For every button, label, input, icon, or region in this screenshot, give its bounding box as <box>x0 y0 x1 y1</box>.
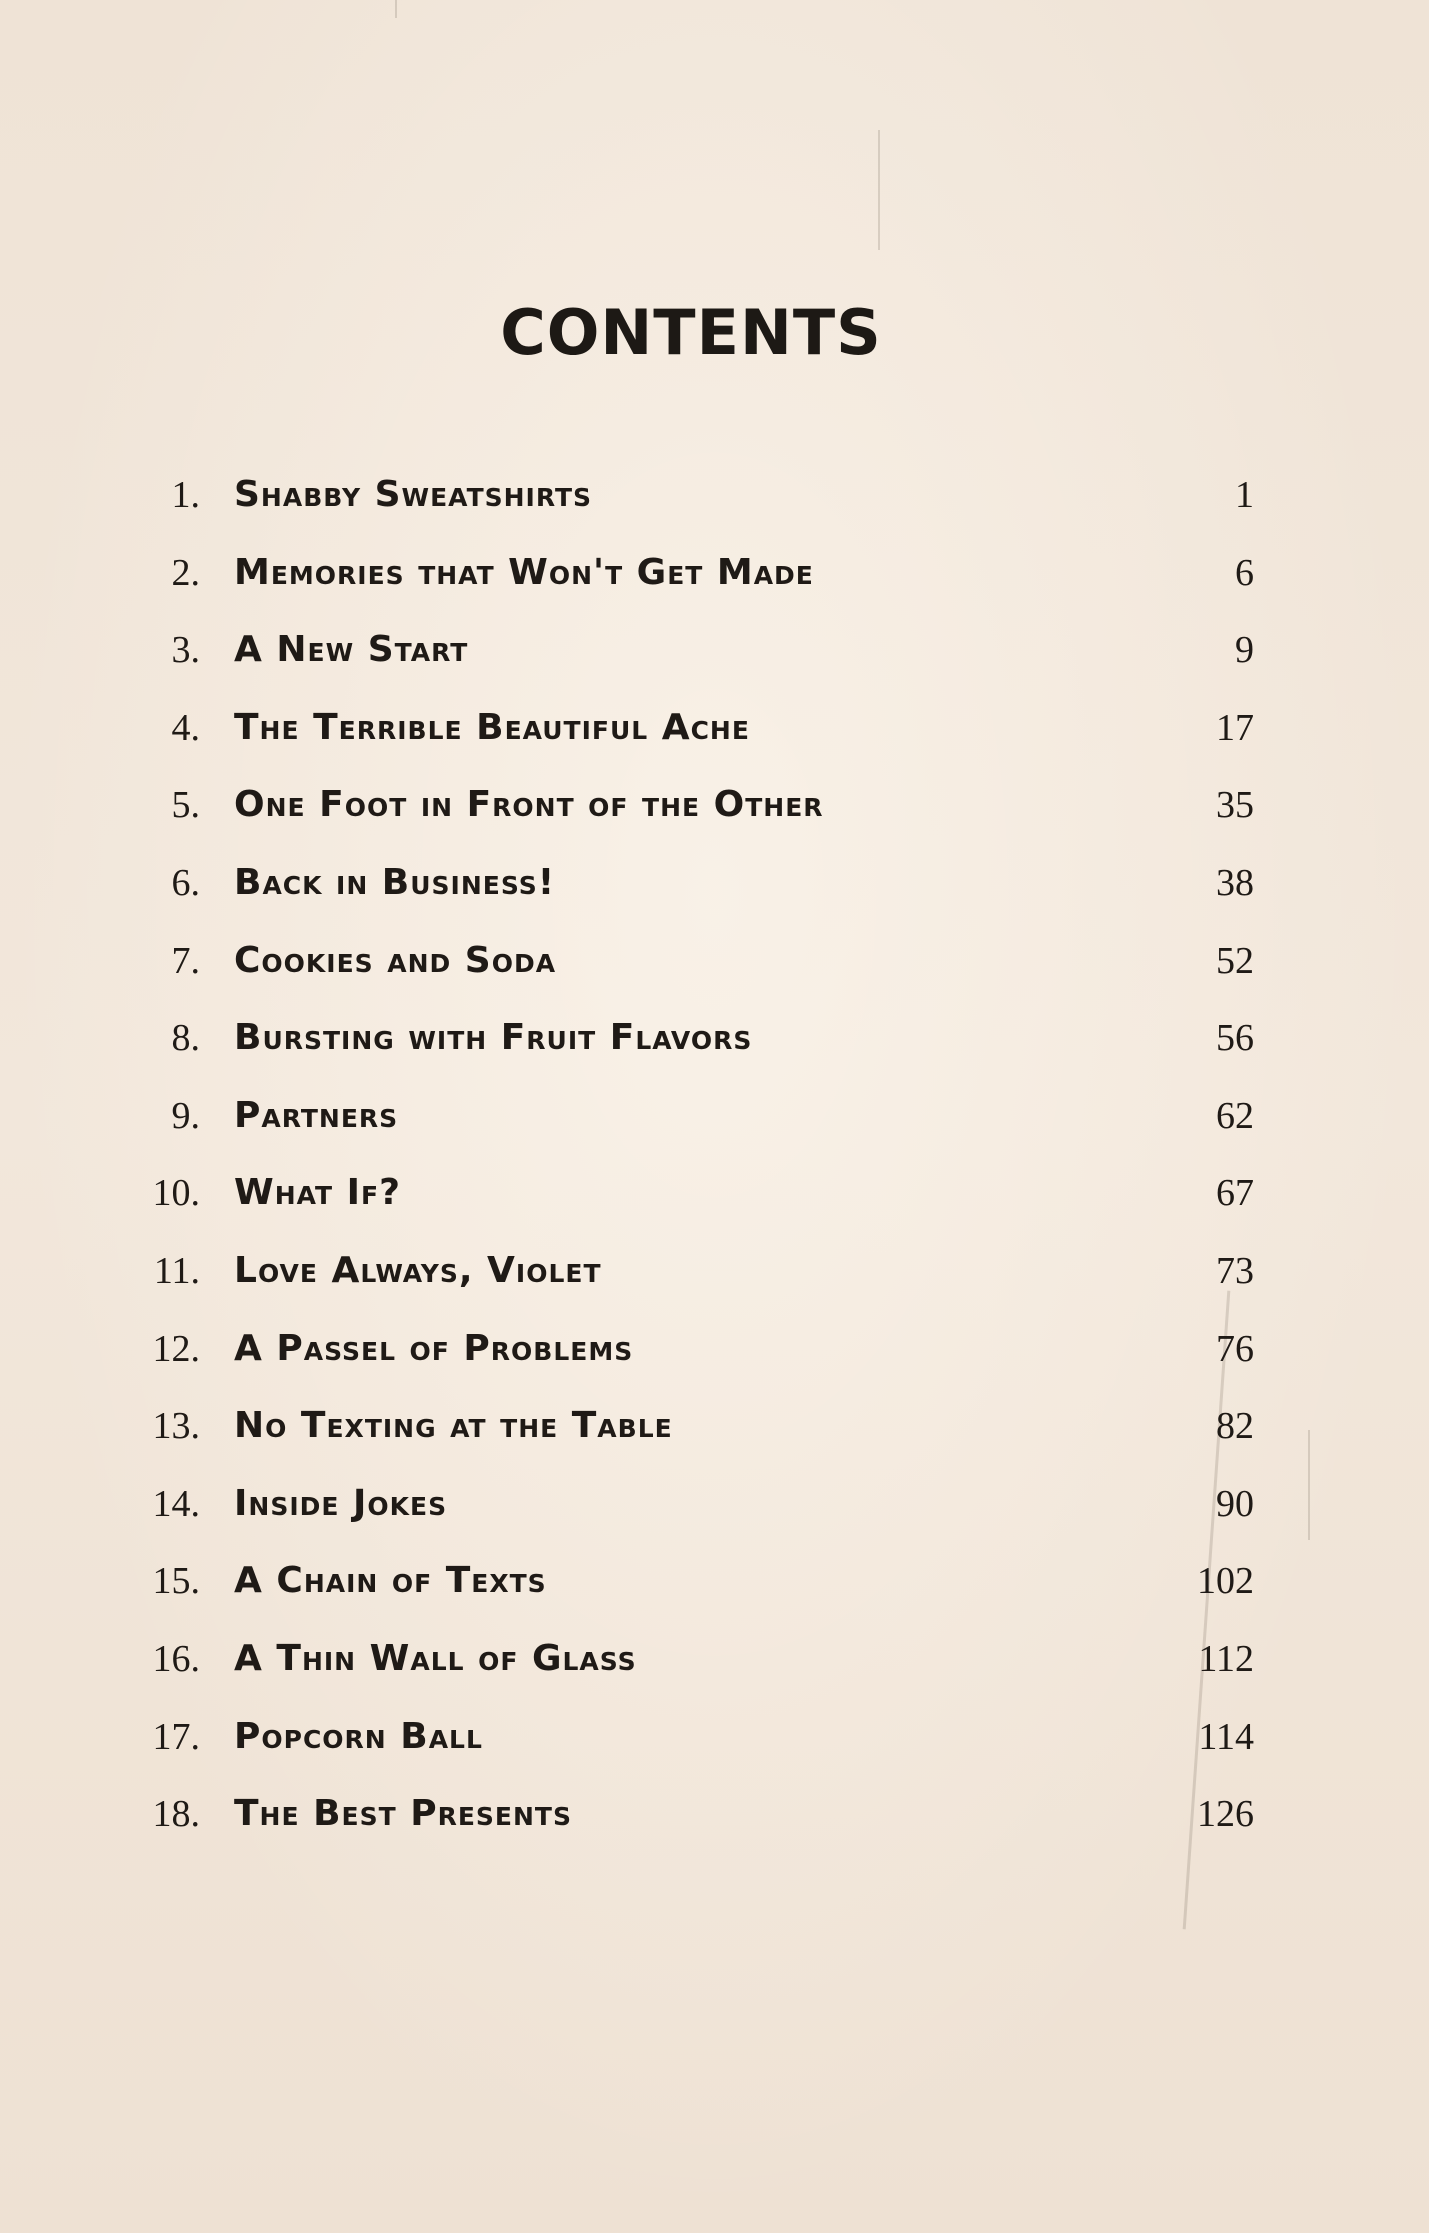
toc-entry <box>0 853 1429 913</box>
chapter-title: Shabby Sweatshirts <box>234 474 593 515</box>
chapter-title: Memories that Won't Get Made <box>234 551 814 593</box>
chapter-number: 11. <box>153 1250 200 1292</box>
toc-entry <box>0 698 1429 758</box>
chapter-number: 13. <box>152 1405 200 1448</box>
chapter-title: The Best Presents <box>234 1793 572 1835</box>
chapter-number: 14. <box>152 1482 200 1525</box>
chapter-number: 2. <box>171 551 200 594</box>
toc-entry <box>0 1086 1429 1146</box>
toc-entry <box>0 543 1429 603</box>
chapter-number: 5. <box>171 784 200 827</box>
chapter-number: 8. <box>171 1017 200 1060</box>
chapter-number: 16. <box>152 1638 200 1680</box>
chapter-page-number: 1 <box>1235 474 1254 516</box>
chapter-page-number: 52 <box>1216 939 1254 982</box>
chapter-page-number: 114 <box>1198 1715 1254 1758</box>
chapter-number: 3. <box>171 629 200 672</box>
chapter-title: Cookies and Soda <box>234 939 557 981</box>
chapter-number: 18. <box>152 1793 200 1836</box>
scan-artifact <box>878 130 880 250</box>
chapter-title: A New Start <box>234 629 469 671</box>
chapter-page-number: 90 <box>1216 1482 1254 1525</box>
chapter-page-number: 82 <box>1216 1405 1254 1448</box>
chapter-page-number: 9 <box>1235 629 1254 672</box>
chapter-page-number: 76 <box>1216 1327 1254 1370</box>
chapter-page-number: 73 <box>1216 1250 1254 1292</box>
chapter-title: Partners <box>234 1094 399 1136</box>
chapter-number: 12. <box>152 1327 200 1370</box>
chapter-page-number: 35 <box>1216 784 1254 827</box>
chapter-number: 7. <box>171 939 200 982</box>
toc-entry <box>0 1163 1429 1223</box>
chapter-title: One Foot in Front of the Other <box>234 784 824 826</box>
page-title: CONTENTS <box>500 296 882 369</box>
toc-entry <box>0 1629 1429 1689</box>
chapter-title: No Texting at the Table <box>234 1405 673 1447</box>
chapter-title: Inside Jokes <box>234 1482 448 1524</box>
chapter-number: 9. <box>171 1094 200 1137</box>
chapter-number: 15. <box>152 1560 200 1603</box>
chapter-title: A Passel of Problems <box>234 1327 634 1369</box>
toc-entry <box>0 931 1429 991</box>
chapter-number: 10. <box>152 1172 200 1215</box>
toc-entry <box>0 1008 1429 1068</box>
chapter-title: A Thin Wall of Glass <box>234 1638 637 1679</box>
toc-entry <box>0 1319 1429 1379</box>
toc-entry <box>0 1707 1429 1767</box>
toc-entry <box>0 1784 1429 1844</box>
chapter-page-number: 17 <box>1216 706 1254 749</box>
chapter-page-number: 67 <box>1216 1172 1254 1215</box>
toc-entry <box>0 465 1429 525</box>
toc-entry <box>0 775 1429 835</box>
toc-entry <box>0 1551 1429 1611</box>
chapter-page-number: 56 <box>1216 1017 1254 1060</box>
chapter-number: 17. <box>152 1715 200 1758</box>
toc-entry <box>0 1241 1429 1301</box>
chapter-page-number: 102 <box>1197 1560 1254 1603</box>
toc-entry <box>0 1474 1429 1534</box>
chapter-number: 1. <box>171 474 200 516</box>
chapter-title: The Terrible Beautiful Ache <box>234 706 750 748</box>
scan-artifact <box>395 0 397 18</box>
chapter-title: Back in Business! <box>234 862 556 903</box>
chapter-title: Popcorn Ball <box>234 1715 483 1757</box>
chapter-title: What If? <box>234 1172 401 1214</box>
chapter-title: A Chain of Texts <box>234 1560 547 1602</box>
chapter-page-number: 112 <box>1198 1638 1254 1680</box>
chapter-title: Love Always, Violet <box>234 1250 602 1291</box>
chapter-page-number: 38 <box>1216 862 1254 904</box>
chapter-number: 4. <box>171 706 200 749</box>
chapter-page-number: 6 <box>1235 551 1254 594</box>
chapter-page-number: 126 <box>1197 1793 1254 1836</box>
toc-entry <box>0 1396 1429 1456</box>
chapter-title: Bursting with Fruit Flavors <box>234 1017 753 1059</box>
chapter-page-number: 62 <box>1216 1094 1254 1137</box>
toc-entry <box>0 620 1429 680</box>
chapter-number: 6. <box>171 862 200 904</box>
